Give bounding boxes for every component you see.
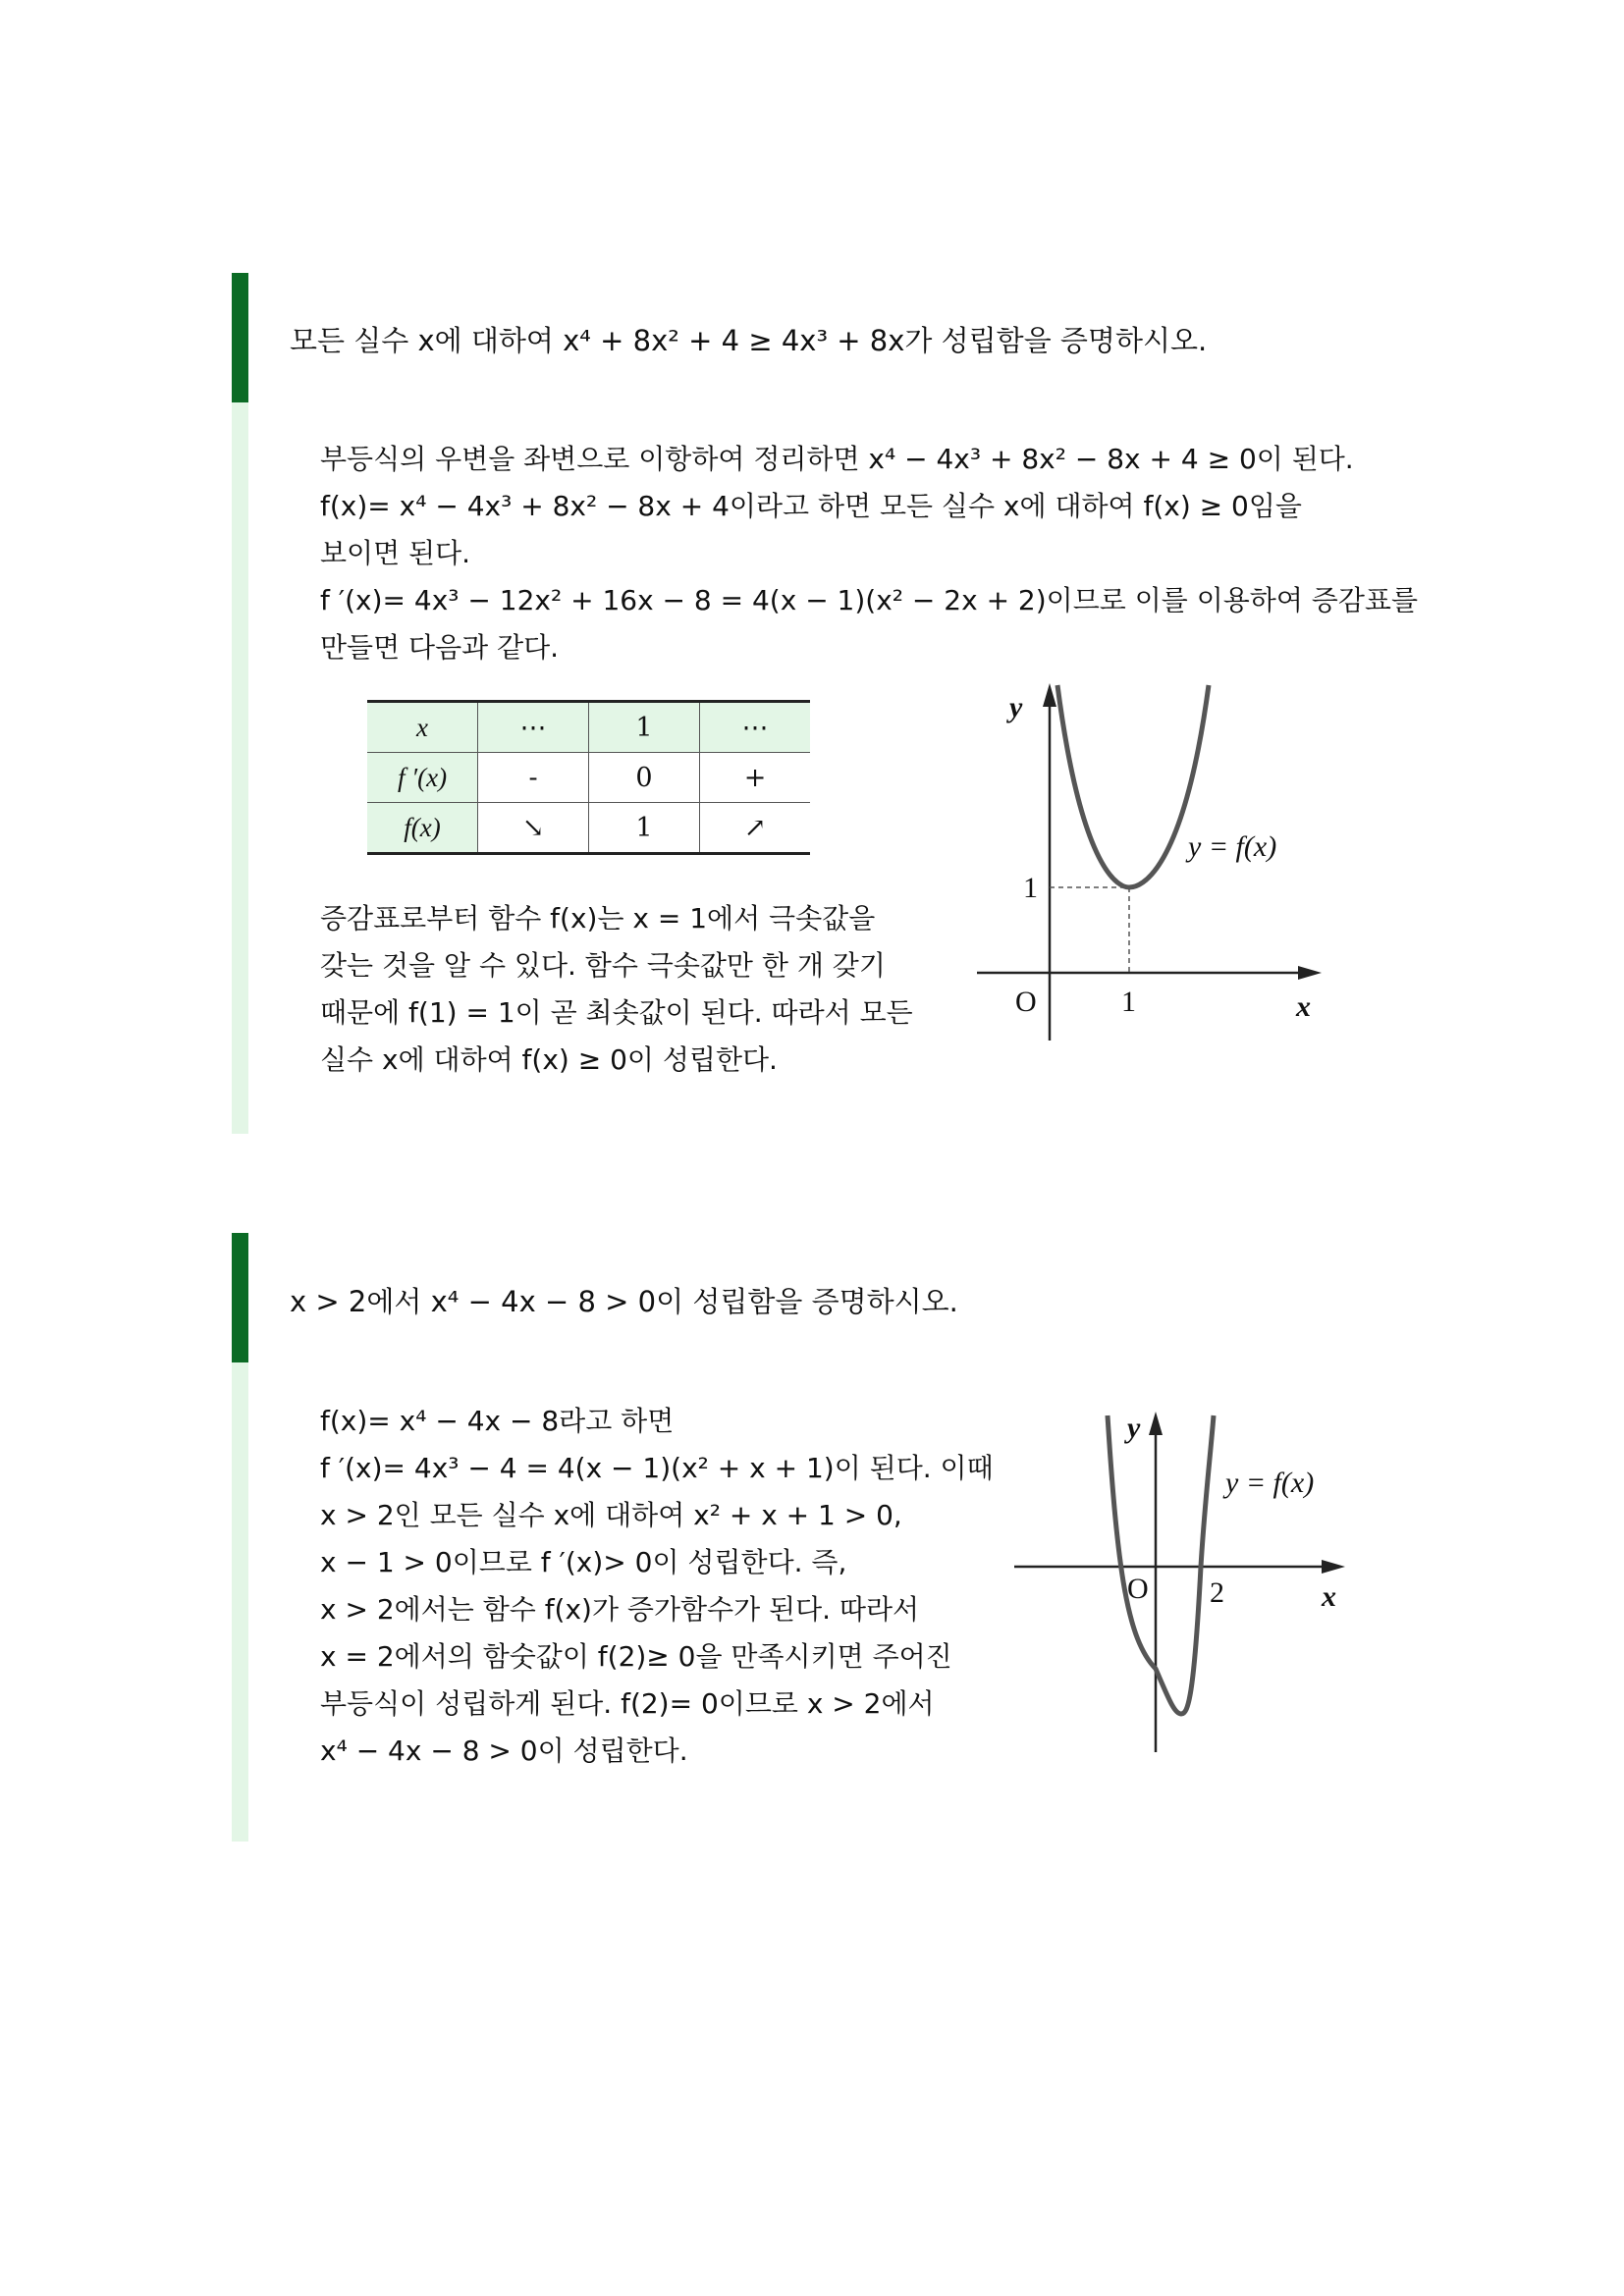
conclusion-line: 증감표로부터 함수 f(x)는 x = 1에서 극솟값을	[320, 902, 876, 934]
solution-line: f ′(x)= 4x³ − 4 = 4(x − 1)(x² + x + 1)이 된다. 이때	[320, 1452, 994, 1484]
y-axis-arrow	[1149, 1412, 1163, 1435]
conclusion-line: 갖는 것을 알 수 있다. 함수 극솟값만 한 개 갖기	[320, 949, 886, 982]
increase-decrease-table	[367, 700, 810, 855]
x-axis-arrow	[1298, 966, 1322, 980]
conclusion-line: 실수 x에 대하여 f(x) ≥ 0이 성립한다.	[320, 1043, 778, 1076]
problem2-question: x > 2에서 x⁴ − 4x − 8 > 0이 성립함을 증명하시오.	[290, 1285, 958, 1318]
curve	[1057, 685, 1209, 887]
x-tick-label: 2	[1210, 1576, 1224, 1609]
curve-label: y = f(x)	[1188, 830, 1277, 863]
solution-marker-1	[232, 402, 248, 1134]
graph-1	[972, 677, 1335, 1050]
y-axis-arrow	[1043, 683, 1056, 707]
table-cell: 1	[589, 702, 700, 753]
x-axis-label: x	[1296, 990, 1311, 1023]
problem1-question: 모든 실수 x에 대하여 x⁴ + 8x² + 4 ≥ 4x³ + 8x가 성립함을 증명하시오.	[290, 324, 1208, 357]
table-cell: f(x)	[367, 803, 478, 854]
y-tick-label: 1	[1023, 872, 1038, 904]
solution-line: x > 2인 모든 실수 x에 대하여 x² + x + 1 > 0,	[320, 1499, 902, 1531]
solution-line: 부등식이 성립하게 된다. f(2)= 0이므로 x > 2에서	[320, 1687, 935, 1720]
x-axis-label: x	[1322, 1580, 1336, 1613]
solution-line: f(x)= x⁴ − 4x − 8라고 하면	[320, 1405, 675, 1437]
x-tick-label: 1	[1121, 986, 1136, 1018]
question-marker-2	[232, 1233, 248, 1362]
problem1-solution	[320, 436, 1418, 671]
table-cell: ↘	[478, 803, 589, 854]
table-cell: ↗	[700, 803, 811, 854]
table-row	[367, 753, 810, 803]
origin-label: O	[1127, 1573, 1149, 1605]
table-cell: -	[478, 753, 589, 803]
table-row	[367, 803, 810, 854]
solution-line: 만들면 다음과 같다.	[320, 631, 560, 664]
graph-2	[1011, 1404, 1365, 1762]
table-cell: +	[700, 753, 811, 803]
question-marker-1	[232, 273, 248, 402]
table-cell: 1	[589, 803, 700, 854]
solution-line: 부등식의 우변을 좌변으로 이항하여 정리하면 x⁴ − 4x³ + 8x² − 8x + 4 ≥ 0이 된다.	[320, 443, 1354, 475]
solution-line: x⁴ − 4x − 8 > 0이 성립한다.	[320, 1735, 688, 1767]
y-axis-label: y	[1009, 691, 1023, 723]
table-cell: f ′(x)	[367, 753, 478, 803]
solution-line: x > 2에서는 함수 f(x)가 증가함수가 된다. 따라서	[320, 1593, 920, 1626]
table-cell: ⋯	[478, 702, 589, 753]
solution-line: x − 1 > 0이므로 f ′(x)> 0이 성립한다. 즉,	[320, 1546, 847, 1578]
table-cell: x	[367, 702, 478, 753]
table-cell: 0	[589, 753, 700, 803]
origin-label: O	[1015, 986, 1037, 1018]
solution-line: f(x)= x⁴ − 4x³ + 8x² − 8x + 4이라고 하면 모든 실수 x에 대하여 f(x) ≥ 0임을	[320, 490, 1302, 522]
problem2-solution	[320, 1398, 994, 1775]
y-axis-label: y	[1127, 1412, 1141, 1444]
solution-marker-2	[232, 1362, 248, 1842]
solution-line: 보이면 된다.	[320, 537, 471, 569]
x-axis-arrow	[1322, 1560, 1345, 1574]
curve	[1108, 1415, 1214, 1714]
curve-label: y = f(x)	[1225, 1467, 1315, 1499]
table-cell: ⋯	[700, 702, 811, 753]
conclusion-line: 때문에 f(1) = 1이 곧 최솟값이 된다. 따라서 모든	[320, 996, 913, 1029]
solution-line: f ′(x)= 4x³ − 12x² + 16x − 8 = 4(x − 1)(x² − 2x + 2)이므로 이를 이용하여 증감표를	[320, 584, 1418, 616]
table-row	[367, 702, 810, 753]
solution-line: x = 2에서의 함숫값이 f(2)≥ 0을 만족시키면 주어진	[320, 1640, 952, 1673]
problem1-conclusion	[320, 895, 913, 1084]
